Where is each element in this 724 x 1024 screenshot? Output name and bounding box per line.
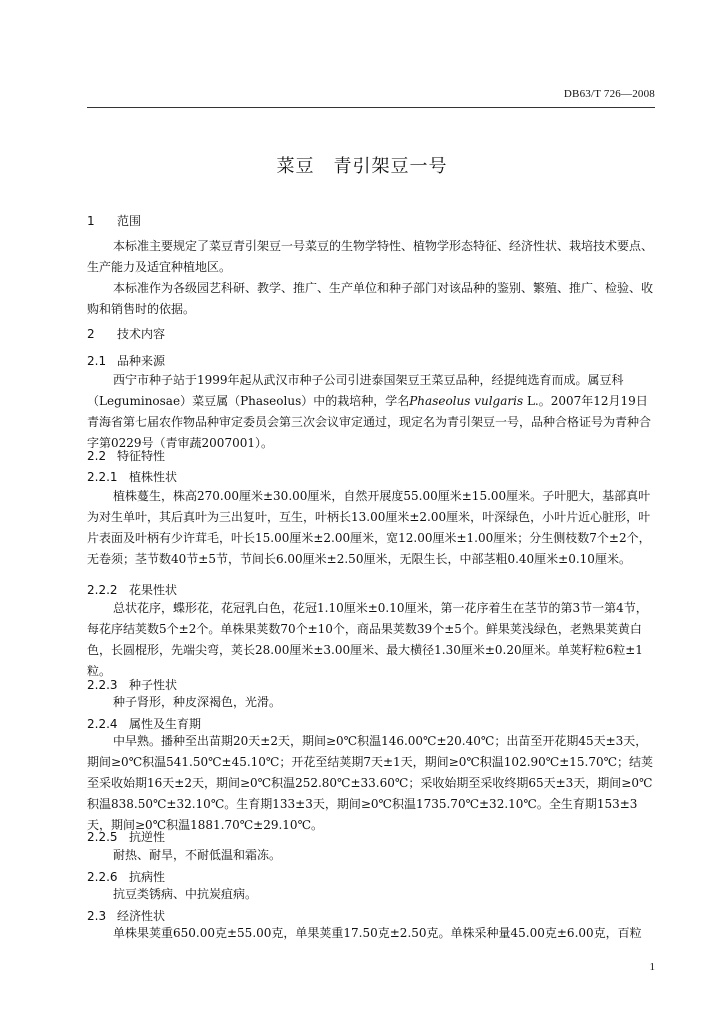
heading-growth-period	[87, 715, 201, 732]
standard-code: DB63/T 726—2008	[563, 88, 655, 100]
heading-economic-traits	[87, 907, 165, 924]
scope-paragraph-2: 本标准作为各级园艺科研、教学、推广、生产单位和种子部门对该品种的鉴别、繁殖、推广、检验、收购和销售时的依据。	[87, 281, 654, 316]
header-rule	[87, 107, 655, 108]
heading-text: 植株性状	[129, 470, 178, 484]
latin-name: Phaseolus vulgaris	[409, 394, 524, 408]
variety-origin-paragraph	[87, 370, 656, 454]
page-number: 1	[649, 961, 655, 973]
heading-number: 2.2.4	[87, 717, 118, 731]
heading-number: 1	[87, 214, 95, 228]
heading-text: 花果性状	[129, 583, 178, 597]
heading-text: 品种来源	[117, 354, 166, 368]
heading-number: 2.2.5	[87, 830, 118, 844]
stress-resistance-paragraph: 耐热、耐旱，不耐低温和霜冻。	[113, 848, 282, 862]
heading-text: 抗病性	[129, 870, 166, 884]
heading-number: 2.2.6	[87, 870, 118, 884]
heading-text: 抗逆性	[129, 830, 166, 844]
heading-number: 2.3	[87, 909, 107, 923]
heading-stress-resistance	[87, 828, 165, 845]
heading-text: 技术内容	[117, 327, 166, 341]
disease-resistance-paragraph: 抗豆类锈病、中抗炭疽病。	[113, 887, 258, 901]
origin-text-b: L.。2007年12月19日青海省第七届农作物品种审定委员会第三次会议审定通过，现定名为青引架豆一号，品种合格证号为青种合字第0229号（青审蔬2007001）。	[87, 394, 652, 450]
heading-disease-resistance	[87, 868, 165, 885]
plant-traits-paragraph: 植株蔓生，株高270.00厘米±30.00厘米，自然开展度55.00厘米±15.00厘米。子叶肥大，基部真叶为对生单叶，其后真叶为三出复叶，互生，叶柄长13.00厘米±2.00厘米，叶深绿色，小叶片近心脏形，叶片表面及叶柄有少许茸毛，叶长15.00厘米±2.00厘米，宽12.00厘米±1.00厘米；分生侧枝数7个±2个，无卷须；茎节数40节±5节，节间长6.00厘米±2.50厘米，无限生长，中部茎粗0.40厘米±0.10厘米。	[87, 489, 651, 566]
heading-text: 种子性状	[129, 678, 178, 692]
heading-seed-traits	[87, 676, 177, 693]
heading-plant-traits	[87, 468, 177, 485]
seed-traits-paragraph: 种子肾形，种皮深褐色，光滑。	[113, 695, 282, 709]
heading-number: 2.1	[87, 354, 107, 368]
heading-text: 范围	[117, 214, 142, 228]
scope-paragraph-1: 本标准主要规定了菜豆青引架豆一号菜豆的生物学特性、植物学形态特征、经济性状、栽培技术要点、生产能力及适宜种植地区。	[87, 239, 654, 274]
heading-number: 2.2.2	[87, 583, 118, 597]
flower-fruit-paragraph: 总状花序，蝶形花，花冠乳白色，花冠1.10厘米±0.10厘米，第一花序着生在茎节的第3节一第4节，每花序结荚数5个±2个。单株果荚数70个±10个，商品果荚数39个±5个。鲜果荚浅绿色，老熟果荚黄白色，长圆棍形，先端尖弯，荚长28.00厘米±3.00厘米、最大横径1.30厘米±0.20厘米。单荚籽粒6粒±1粒。	[87, 601, 648, 678]
heading-number: 2.2.3	[87, 678, 118, 692]
origin-text-a: 西宁市种子站于1999年起从武汉市种子公司引进泰国架豆王菜豆品种，经提纯选育而成。属豆科（Leguminosae）菜豆属（Phaseolus）中的栽培种，学名	[87, 373, 624, 408]
heading-technical-content	[87, 325, 165, 342]
heading-text: 属性及生育期	[129, 717, 202, 731]
heading-number: 2.2.1	[87, 470, 118, 484]
economic-traits-paragraph: 单株果荚重650.00克±55.00克，单果荚重17.50克±2.50克。单株采种量45.00克±6.00克，百粒	[113, 926, 642, 940]
heading-number: 2.2	[87, 449, 107, 463]
heading-text: 经济性状	[117, 909, 166, 923]
document-title: 菜豆 青引架豆一号	[276, 156, 448, 177]
growth-period-paragraph: 中早熟。播种至出苗期20天±2天，期间≥0℃积温146.00℃±20.40℃；出苗至开花期45天±3天，期间≥0℃积温541.50℃±45.10℃；开花至结荚期7天±1天，期间≥0℃积温102.90℃±15.70℃；结荚至采收始期16天±2天，期间≥0℃积温252.80℃±33.60℃；采收始期至采收终期65天±3天，期间≥0℃积温838.50℃±32.10℃。生育期133±3天，期间≥0℃积温1735.70℃±32.10℃。全生育期153±3天，期间≥0℃积温1881.70℃±29.10℃。	[87, 734, 654, 832]
heading-characteristics	[87, 447, 165, 464]
heading-scope	[87, 212, 141, 229]
heading-variety-origin	[87, 352, 165, 369]
heading-text: 特征特性	[117, 449, 166, 463]
heading-number: 2	[87, 327, 95, 341]
heading-flower-fruit-traits	[87, 581, 177, 598]
